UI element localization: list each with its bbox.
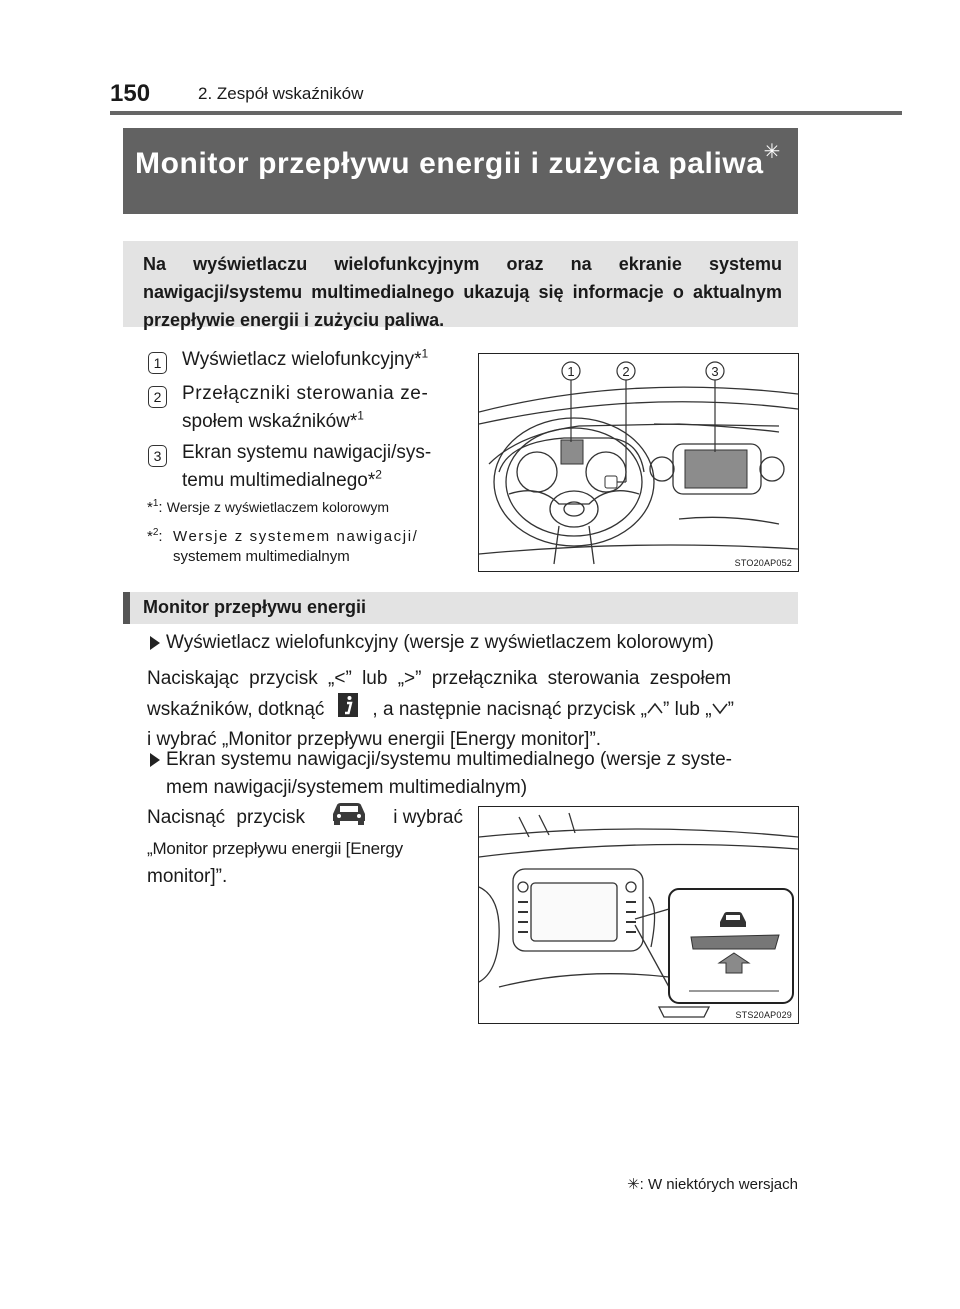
figure2-code: STS20AP029	[735, 1010, 792, 1020]
item2-line3: monitor]”.	[147, 866, 228, 887]
list-item-2-sup: 1	[357, 408, 364, 423]
subheading-bar	[123, 592, 130, 624]
console-drawing	[479, 807, 798, 1023]
list-item-2-line2: społem wskaźników*	[182, 411, 358, 432]
item2-paragraph	[147, 800, 463, 891]
callout-1: 1	[567, 364, 575, 379]
bottom-note-text: : W niektórych wersjach	[639, 1176, 798, 1193]
footnote-2-mark: *	[147, 528, 153, 545]
list-badge-3: 3	[148, 445, 167, 467]
title-banner	[123, 128, 798, 214]
car-menu-icon	[329, 800, 369, 835]
page-number: 150	[110, 80, 151, 107]
item1-line1	[147, 665, 798, 693]
list-badge-2: 2	[148, 386, 167, 408]
item1-paragraph	[147, 665, 798, 754]
dashboard-illustration	[478, 353, 799, 572]
list-item-1-text: Wyświetlacz wielofunkcyjny*	[182, 349, 422, 370]
footnote-1-mark: *	[147, 499, 153, 516]
item1-heading: Wyświetlacz wielofunkcyjny (wersje z wyświetlaczem kolorowym)	[166, 632, 714, 653]
item2-heading-line1: Ekran systemu nawigacji/systemu multimedialnego (wersje z syste-	[166, 749, 732, 770]
chevron-down-icon	[712, 696, 728, 724]
list-item-1-sup: 1	[421, 346, 429, 361]
item1-line2	[147, 693, 798, 726]
item2-line1-a: Nacisnąć przycisk	[147, 806, 306, 828]
header-rule	[110, 111, 902, 115]
subheading: Monitor przepływu energii	[143, 597, 367, 617]
list-badge-1: 1	[148, 352, 167, 374]
footnote-2-text1: Wersje z systemem nawigacji/	[173, 528, 419, 545]
item1-line3: i wybrać „Monitor przepływu energii [Energy monitor]”.	[147, 729, 602, 750]
footnote-1	[147, 497, 389, 518]
dashboard-drawing	[479, 354, 798, 571]
footnote-2	[147, 527, 463, 567]
info-i-icon	[338, 693, 358, 726]
subheading-band	[123, 592, 798, 624]
footnote-1-text: Wersje z wyświetlaczem kolorowym	[166, 499, 389, 515]
list-item-2	[182, 380, 462, 436]
item2-line2: „Monitor przepływu energii [Energy	[147, 839, 403, 858]
callout-3: 3	[711, 364, 719, 379]
item2-line1-b: i wybrać	[393, 806, 463, 828]
item2-line1	[147, 800, 463, 835]
item1-line1-text: Naciskając przycisk „<” lub „>” przełącznika sterowania zespołem	[147, 668, 732, 689]
footnote-1-colon: :	[158, 499, 163, 516]
item1-line2-b: , a następnie nacisnąć przycisk „	[372, 698, 647, 720]
item2-heading	[166, 746, 732, 802]
console-illustration	[478, 806, 799, 1024]
footnote-2-sup: 2	[152, 527, 159, 538]
bullet-arrow-icon-2	[150, 753, 160, 767]
list-item-3-sup: 2	[375, 467, 382, 482]
figure1-code: STO20AP052	[734, 558, 792, 568]
list-item-3	[182, 439, 462, 495]
footnote-1-sup: 1	[152, 498, 159, 509]
bullet-arrow-icon	[150, 636, 160, 650]
list-item-3-line2: temu multimedialnego*	[182, 470, 376, 491]
chevron-up-icon	[647, 696, 663, 724]
section-title: 2. Zespół wskaźników	[198, 84, 364, 103]
callout-2: 2	[622, 364, 630, 379]
page-title	[135, 137, 788, 183]
intro-box: Na wyświetlaczu wielofunkcyjnym oraz na ekranie systemu nawigacji/systemu multimedialnego ukazują się informacje o aktualnym przepływie energii i zużyciu paliwa.	[123, 241, 798, 327]
item2-heading-line2: mem nawigacji/systemem multimedialnym)	[166, 777, 528, 798]
title-text: Monitor przepływu energii i zużycia paliwa	[135, 147, 764, 180]
list-item-2-line1-text: Przełączniki sterowania ze-	[182, 383, 429, 404]
bottom-note-marker: ✳	[627, 1176, 640, 1193]
footnote-2-colon: :	[158, 528, 163, 545]
title-marker: ✳	[763, 141, 782, 163]
footnote-2-text2: systemem multimedialnym	[173, 548, 350, 565]
list-item-2-line1	[182, 380, 462, 408]
list-item-3-line1: Ekran systemu nawigacji/sys-	[182, 442, 432, 463]
item1-line2-a: wskaźników, dotknąć	[147, 698, 325, 720]
bottom-note	[627, 1175, 798, 1193]
item1-line2-c: ” lub „	[663, 698, 712, 720]
item1-line2-d: ”	[727, 698, 734, 720]
list-item-1	[182, 346, 428, 374]
